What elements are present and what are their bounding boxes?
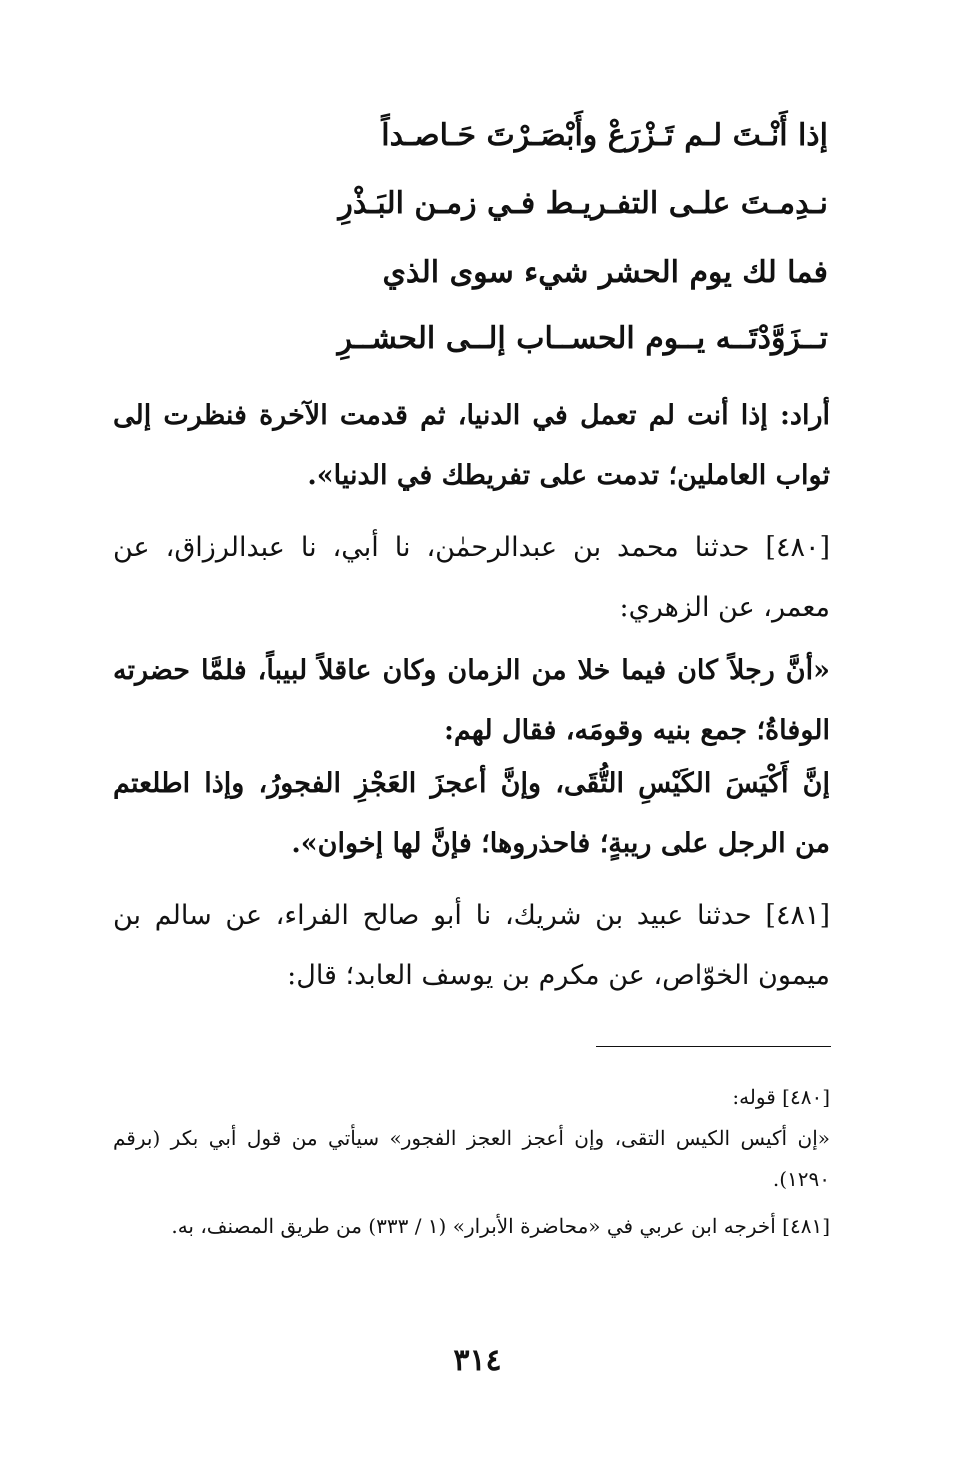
footnote-separator — [596, 1046, 831, 1047]
hadith-480-isnad: [٤٨٠] حدثنا محمد بن عبدالرحمٰن، نا أبي، نا عبدالرزاق، عن معمر، عن الزهري: — [113, 532, 831, 623]
page-number: ٣١٤ — [453, 1343, 502, 1378]
hadith-480-matn-2: إنَّ أَكْيَسَ الكَيْسِ التُّقَى، وإنَّ أعجزَ العَجْزِ الفجورُ، وإذا اطلعتم من الرجل على ريبةٍ؛ فاحذروها؛ فإنَّ لها إخوان». — [113, 768, 830, 859]
footnote-480-text: «إن أكيس الكيس التقى، وإن أعجز العجز الفجور» سيأتي من قول أبي بكر (برقم ١٢٩٠). — [113, 1126, 830, 1191]
explanation-paragraph: أراد: إذا أنت لم تعمل في الدنيا، ثم قدمت الآخرة فنظرت إلى ثواب العاملين؛ تدمت على تفريطك في الدنيا». — [113, 400, 830, 491]
hadith-481-isnad: [٤٨١] حدثنا عبيد بن شريك، نا أبو صالح الفراء، عن سالم بن ميمون الخوّاص، عن مكرم بن يوسف العابد؛ قال: — [113, 900, 830, 991]
poem-line-4: تــزَوَّدْتَــه يــوم الحســاب إلــى الحشــرِ — [337, 321, 828, 356]
footnote-480-label: [٤٨٠] قوله: — [732, 1085, 830, 1109]
footnote-481-text: [٤٨١] أخرجه ابن عربي في «محاضرة الأبرار» (١ / ٣٣٣) من طريق المصنف، به. — [171, 1214, 830, 1238]
poem-line-2: نـدِمـتَ علـى التفـريـط فـي زمـن البَـذْرِ — [338, 186, 828, 221]
poem-line-1: إذا أَنْـتَ لـم تَـزْرَعْ وأَبْصَـرْتَ حَـاصـداً — [381, 118, 828, 153]
hadith-480-matn-1: «أنَّ رجلاً كان فيما خلا من الزمان وكان عاقلاً لبيباً، فلمَّا حضرته الوفاةُ؛ جمع بنيه وقومَه، فقال لهم: — [113, 655, 830, 746]
poem-line-3: فما لك يوم الحشر شيء سوى الذي — [382, 255, 828, 290]
